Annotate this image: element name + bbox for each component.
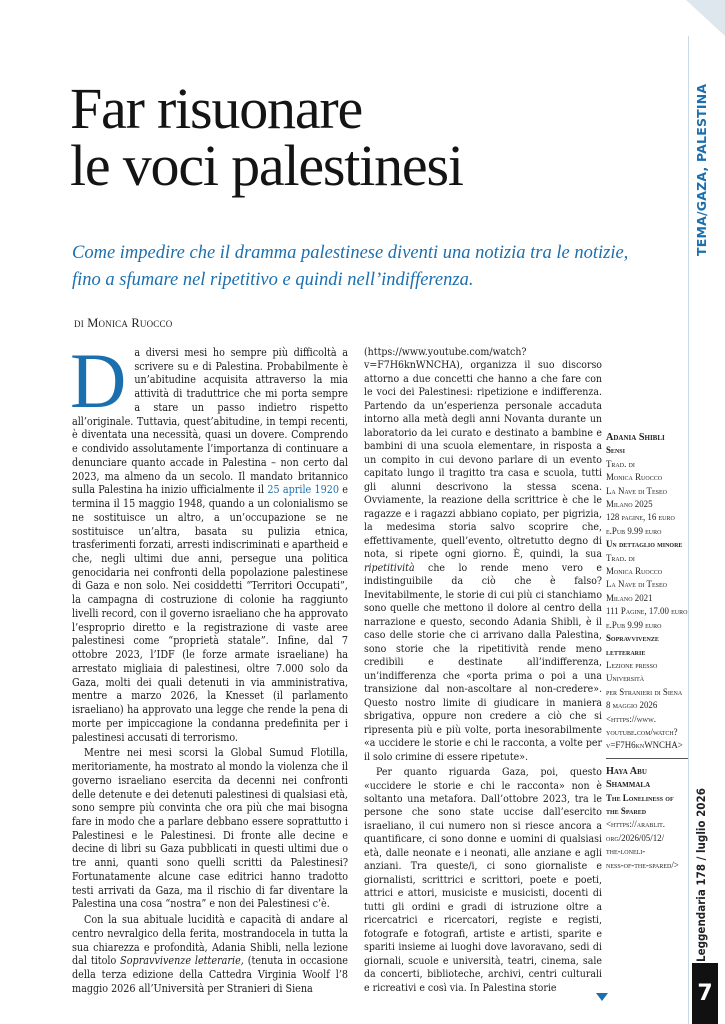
biblio-title: Sopravvivenze letterarie bbox=[606, 633, 659, 657]
biblio-line: Trad. di bbox=[606, 458, 635, 469]
biblio-line: e.Pub 9.99 euro bbox=[606, 619, 662, 630]
page-corner-decoration bbox=[686, 0, 725, 36]
bibliography-sidebar bbox=[606, 431, 688, 872]
biblio-title: The Loneliness of the Spared bbox=[606, 792, 674, 816]
biblio-line: per Stranieri di Siena bbox=[606, 686, 683, 697]
biblio-entry bbox=[606, 765, 688, 872]
biblio-line: Università bbox=[606, 673, 645, 684]
paragraph bbox=[72, 913, 348, 995]
headline-line: le voci palestinesi bbox=[70, 133, 463, 198]
subtitle-line: fino a sfumare nel ripetitivo e quindi nell’indifferenza. bbox=[72, 270, 474, 290]
paragraph-text: e termina il 15 maggio 1948, quando a un colonialismo se ne sostituisce un altro, a un’occupazione se ne sostituisce un’altra, basata su pulizia etnica, trasferimenti forzati, arresti indiscriminati e apartheid e che, negli ultimi due anni, persegue una politica genocidaria nei confronti della popolazione palestinese di Gaza e non solo. Nei cosiddetti “Territori Occupati”, la campagna di costruzione di colonie ha raggiunto livelli record, con il governo israeliano che ha approvato l’esproprio diretto e la registrazione di vaste aree palestinesi come “proprietà statale”. Infine, dal 7 ottobre 2023, l’IDF (le forze armate israeliane) ha arrestato migliaia di palestinesi, oltre 7.000 solo da Gaza, molti dei quali detenuti in via amministrativa, mentre a marzo 2026, la Knesset (il parlamento israeliano) ha approvato una legge che rende la pena di morte per impiccagione la condanna predefinita per i palestinesi accusati di terrorismo. bbox=[72, 483, 348, 744]
paragraph-text: a diversi mesi ho sempre più difficoltà a scrivere su e di Palestina. Probabilmente è un’abitudine acquisita attraverso la mia attività di traduttrice che mi porta sempre a stare un passo indietro rispetto all’originale. Tuttavia, quest’abitudine, in tempi recenti, è diventata una necessità, quasi un dovere. Comprendo e condivido assolutamente l’importanza di continuare a denunciare quanto accade in Palestina – non certo dal 2023, ma almeno da un secolo. Il mandato britannico sulla Palestina ha inizio ufficialmente il bbox=[72, 346, 348, 497]
paragraph: Mentre nei mesi scorsi la Global Sumud Flotilla, meritoriamente, ha mostrato al mondo la violenza che il governo israeliano esercita da decenni nei confronti delle detenute e dei detenuti palestinesi di qualsiasi età, sono sempre più convinta che ora più che mai bisogna fare in modo che a parlare debbano essere soprattutto i Palestinesi e le Palestinesi. Di fronte alle decine e decine di libri su Gaza pubblicati in questi ultimi due o tre anni, quanti sono quelli scritti da Palestinesi? Fortunatamente alcune case editrici hanno tradotto testi arrivati da Gaza, ma il rischio di far diventare la Palestina una cosa “nostra” e non dei Palestinesi c’è. bbox=[72, 746, 348, 911]
biblio-line: ness-of-the-spared/> bbox=[606, 859, 679, 870]
biblio-line: <https://arablit. bbox=[606, 819, 665, 830]
continue-arrow-icon bbox=[596, 993, 608, 1001]
magazine-issue-tag: Leggendaria 178 / luglio 2026 bbox=[694, 788, 708, 962]
biblio-line: the-loneli- bbox=[606, 846, 646, 857]
page-number: 7 bbox=[692, 963, 718, 1024]
biblio-line: Monica Ruocco bbox=[606, 566, 663, 577]
biblio-entry bbox=[606, 538, 688, 632]
biblio-author: Haya Abu Shammala bbox=[606, 765, 651, 791]
biblio-title: Un dettaglio minore bbox=[606, 539, 683, 550]
paragraph-text: Con la sua abituale lucidità e capacità di andare al centro nevralgico della ferita, mostrandocela in tutta la sua chiarezza e profondità, Adania Shibli, nella lezione dal titolo bbox=[72, 913, 348, 968]
biblio-line: Milano 2021 bbox=[606, 592, 653, 603]
biblio-line: Monica Ruocco bbox=[606, 472, 663, 483]
biblio-line: org/2026/05/12/ bbox=[606, 832, 665, 843]
italic-term: ripetitività bbox=[364, 561, 415, 574]
biblio-line: <https://www. bbox=[606, 713, 656, 724]
drop-cap: D bbox=[70, 337, 127, 424]
biblio-line: La Nave di Teseo bbox=[606, 485, 667, 496]
biblio-entry bbox=[606, 632, 688, 753]
date-highlight: 25 aprile 1920 bbox=[267, 483, 339, 497]
body-column-middle bbox=[364, 346, 602, 995]
biblio-divider bbox=[606, 758, 688, 759]
body-column-left bbox=[70, 337, 348, 996]
subtitle-line: Come impedire che il dramma palestinese diventi una notizia tra le notizie, bbox=[72, 243, 629, 263]
article-headline bbox=[70, 76, 670, 198]
byline bbox=[74, 316, 172, 331]
paragraph-text: , (tenuta in occasione della terza edizione della Cattedra Virginia Woolf l’8 maggio 2026 all’Università per Stranieri di Siena bbox=[72, 954, 348, 995]
biblio-line: 111 Pagine, 17.00 euro bbox=[606, 606, 688, 617]
paragraph: Per quanto riguarda Gaza, poi, questo «uccidere le storie e chi le racconta» non è soltanto una metafora. Dall’ottobre 2023, tra le persone che sono state uccise dall’esercito israeliano, il cui numero non si riesce ancora a quantificare, ci sono donne e uomini di qualsiasi età, dalle neonate e i neonati, alle anziane e agli anziani. Tra queste/i, ci sono giornaliste e giornalisti, scrittrici e scrittori, poete e poeti, attrici e attori, musiciste e musicisti, docenti di tutti gli ordini e gradi di istruzione oltre a ricercatrici e ricercatori, registe e registi, fotografe e fotografi, artiste e artisti, sparite e spariti insieme ai luoghi dove lavoravano, sedi di giornali, scuole e università, teatri, cinema, sale da concerti, biblioteche, archivi, centri culturali e ricreativi e così via. In Palestina storie bbox=[364, 766, 602, 994]
biblio-line: e.Pub 9.99 euro bbox=[606, 525, 662, 536]
biblio-line: Trad. di bbox=[606, 552, 635, 563]
italic-title: Sopravvivenze letterarie bbox=[120, 954, 241, 968]
biblio-line: youtube.com/watch? bbox=[606, 726, 678, 737]
biblio-author: Adania Shibli bbox=[606, 432, 665, 443]
headline-line: Far risuonare bbox=[70, 76, 363, 141]
biblio-entry bbox=[606, 431, 688, 538]
biblio-line: 128 pagine, 16 euro bbox=[606, 512, 675, 523]
paragraph-text: che lo rende meno vero e indistinguibile da ciò che è falso? Inevitabilmente, le storie di cui più ci stanchiamo sono quelle che mettono il dolore al centro della narrazione e questo, secondo Adania Shibli, è il caso delle storie che ci arrivano dalla Palestina, sono storie che la ripetitività rende meno credibili e destinate all’indifferenza, un’indifferenza che «porta prima o poi a una transizione dal non-ascoltare al non-credere». Questo nostro limite di giudicare in maniera sbrigativa, oppure non credere a ciò che si ripresenta più e più volte, porta inesorabilmente «a uccidere le storie e chi le racconta, a volte per il solo crimine di essere ripetute». bbox=[364, 561, 602, 763]
byline-prefix: di bbox=[74, 316, 88, 330]
section-tag: TEMA/GAZA, PALESTINA bbox=[694, 83, 709, 256]
byline-author: Monica Ruocco bbox=[87, 316, 173, 330]
paragraph-text: (https://www.youtube.com/watch?v=F7H6knWNCHA), organizza il suo discorso attorno a due concetti che hanno a che fare con le voci dei Palestinesi: ripetizione e indifferenza. Partendo da un’esperienza personale accaduta intorno alla metà degli anni Novanta durante un laboratorio da lei curato e destinato a bambine e bambini di una scuola elementare, in risposta a un compito in cui devono parlare di un evento capitato lungo il tragitto tra casa e scuola, tutti gli alunni descrivono la stessa scena. Ovviamente, la reazione della scrittrice è che le ragazze e i ragazzi abbiano copiato, per pigrizia, la medesima storia salvo scoprire che, effettivamente, quell’evento, oltretutto degno di nota, si ripete ogni giorno. È, quindi, la sua bbox=[364, 346, 602, 561]
biblio-line: Lezione presso bbox=[606, 659, 658, 670]
biblio-title: Sensi bbox=[606, 445, 625, 456]
biblio-line: La Nave di Teseo bbox=[606, 579, 667, 590]
biblio-line: Milano 2025 bbox=[606, 499, 653, 510]
paragraph bbox=[364, 346, 602, 764]
side-rule bbox=[688, 36, 689, 1024]
paragraph bbox=[70, 337, 348, 744]
biblio-line: v=F7H6knWNCHA> bbox=[606, 740, 683, 751]
biblio-line: 8 maggio 2026 bbox=[606, 700, 658, 711]
article-subtitle bbox=[72, 240, 672, 294]
